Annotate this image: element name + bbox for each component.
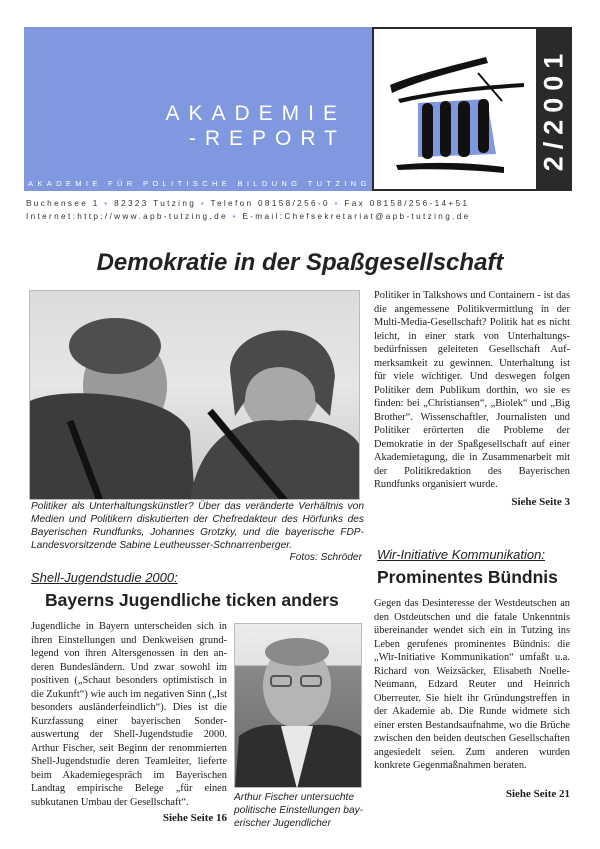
temple-logo-icon: [372, 27, 538, 191]
fischer-photo: [234, 623, 362, 788]
street: Buchensee 1: [26, 199, 100, 208]
magazine-title-line2: -REPORT: [188, 127, 346, 150]
alliance-headline: Prominentes Bündnis: [377, 567, 558, 587]
address-line-1: [26, 197, 576, 210]
separator-dot: ▪: [200, 199, 207, 208]
lead-photo: [29, 290, 360, 500]
youth-kicker: Shell-Jugendstudie 2000:: [31, 570, 178, 585]
separator-dot: ▪: [232, 212, 238, 221]
magazine-title: [165, 101, 346, 151]
youth-body-text: Jugendliche in Bayern unterscheiden sich in ihren Einstellungen und Denkweisen grundlegend von ihren Altersgenossen in den anderen Bundesländern. Und zwar sowohl im positiven („Schaut besonders optimistisch in die Zukunft“) wie auch im negativen Sinn („Ist besonders ausländerfeindlich“). Dies ist die Kurzfassung einer bayerischen Sonderauswertung der Shell-Jugendstudie 2000. Arthur Fischer, seit Beginn der renommierten Shell-Jugendstudie deren Teamleiter, lieferte beim Akademiegespräch im Bayerischen Landtag empirische Belege „für einen subkutanen Umbau der Gesellschaft“.: [31, 621, 227, 808]
fax: Fax 08158/256-14+51: [344, 199, 470, 208]
lead-body-text: Politiker in Talkshows und Containern - ist das die angemessene Politikvermittlung in der Multi-Media-Gesellschaft? Politik hat es nicht leicht, in einer stark von Unterhaltungsbedürfnissen geleiteten Gesellschaft Aufmerksamkeit zu gewinnen. Unterhaltung ist für viele wichtiger. Und deswegen folgen Politiker dem Publikum dorthin, wo sie es finden: bei „Christiansen“, „Biolek“ und „Big Brother“. Wissenschaftler, Journalisten und Politiker erörterten die Probleme der Demokratie in der Spaßgesellschaft auf einer Akademietagung, die in Zusammenarbeit mit der Politikredaktion des Bayerischen Rundfunks organisiert wurde.: [374, 290, 570, 490]
issue-strip: [536, 27, 572, 191]
alliance-kicker: Wir-Initiative Kommunikation:: [377, 547, 545, 562]
magazine-title-line1: AKADEMIE: [165, 102, 346, 125]
fischer-photo-caption: Arthur Fischer untersuchte politische Einstellungen bayerischer Jugendlicher: [234, 792, 364, 829]
institution-name: AKADEMIE FÜR POLITISCHE BILDUNG TUTZING: [28, 179, 371, 188]
lead-photo-caption: Politiker als Unterhaltungskünstler? Über das veränderte Verhältnis von Medien und Politikern diskutierten der Chefredakteur des Hörfunks des Bayerischen Rundfunks, Johannes Grotzky, und die bayerische FDP-Landesvorsitzende Sabine Leutheusser-Schnarrenberger.: [31, 501, 364, 551]
masthead-band: [24, 27, 372, 191]
contact-address: [26, 197, 576, 223]
temple-columns-icon: [374, 29, 536, 189]
separator-dot: ▪: [334, 199, 340, 208]
lead-headline: Demokratie in der Spaßgesellschaft: [96, 249, 504, 276]
photo-credit: Fotos: Schröder: [289, 552, 362, 563]
youth-headline: Bayerns Jugendliche ticken anders: [45, 590, 339, 610]
alliance-body-text: Gegen das Desinteresse der Westdeutschen an den Ostdeutschen und die fatale Unkenntnis übereinander wendet sich ein in Tutzing ins Leben gerufenes prominentes Bündnis: die „Wir-Initiative Kommunikation“ umfaßt u.a. Richard von Weizsäcker, Elisabeth Noelle-Neumann, Edzard Reuter und Heinrich Oberreuter. Sie hielt ihr Gründungstreffen in der Akademie ab. Die Runde widmete sich einer ersten Bestandsaufnahme, wo die Brüche zwischen den beiden deutschen Gesellschaften angesiedelt seien. Zum anderen wurden konkrete Gegenmaßnahmen beraten.: [374, 598, 570, 771]
see-page-3-link[interactable]: Siehe Seite 3: [511, 496, 570, 508]
portrait-image: [235, 624, 362, 788]
address-line-2: [26, 210, 576, 223]
internet-link[interactable]: Internet:http://www.apb-tutzing.de: [26, 212, 228, 221]
see-page-21-link[interactable]: Siehe Seite 21: [505, 788, 570, 800]
email-link[interactable]: E-mail:Chefsekretariat@apb-tutzing.de: [242, 212, 471, 221]
issue-number: 2/2001: [538, 46, 569, 172]
city: 82323 Tutzing: [114, 199, 197, 208]
phone: Telefon 08158/256-0: [210, 199, 330, 208]
separator-dot: ▪: [104, 199, 110, 208]
panel-photo-image: [30, 291, 360, 500]
see-page-16-link[interactable]: Siehe Seite 16: [162, 812, 227, 824]
